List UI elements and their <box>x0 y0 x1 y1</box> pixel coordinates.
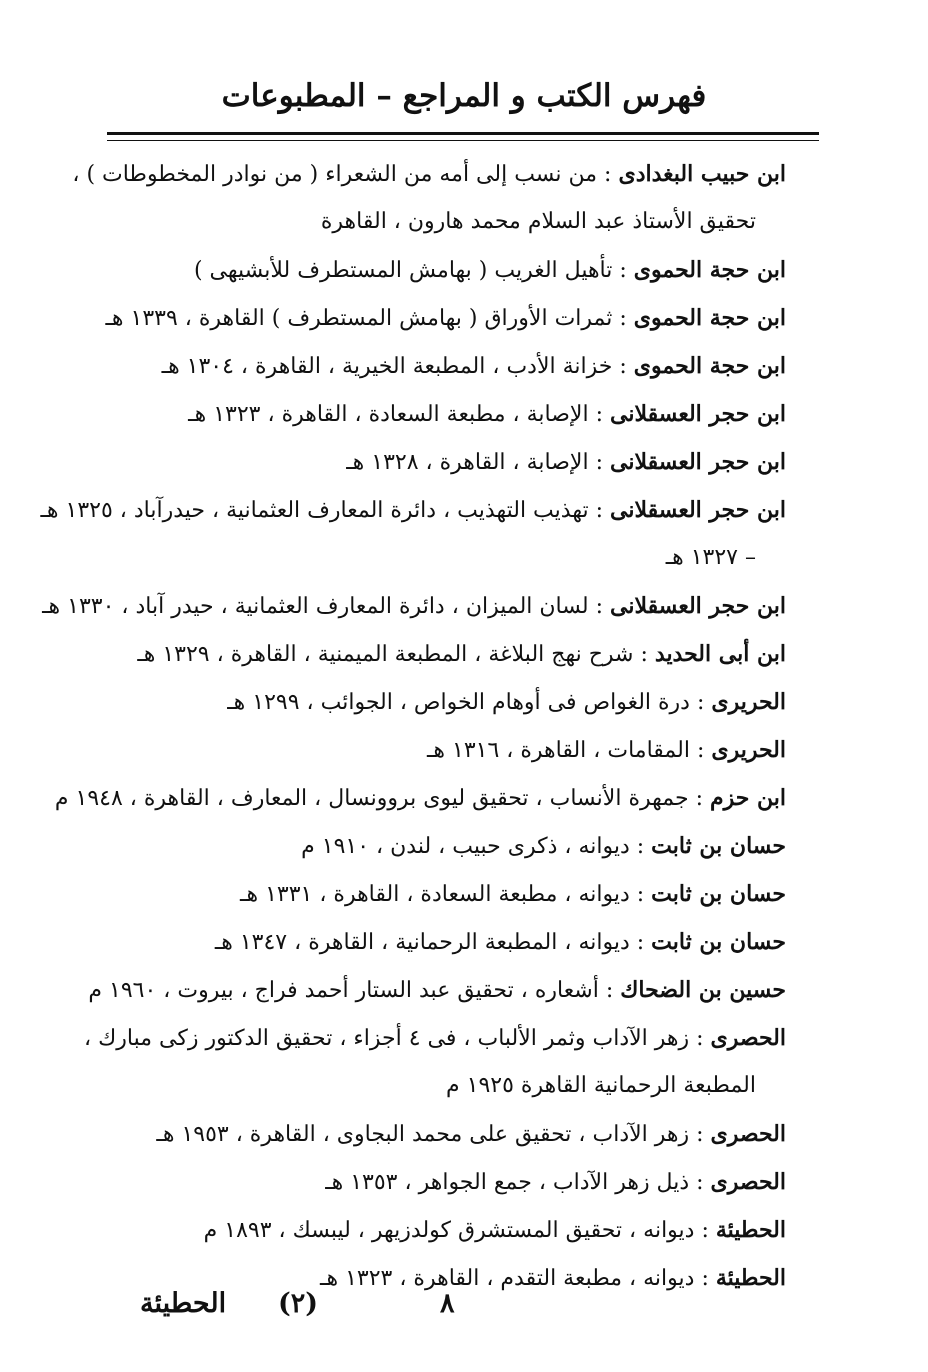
bibliography-line <box>118 342 786 390</box>
signature-mark: (٢) <box>278 1288 319 1319</box>
entry-text: : أشعاره ، تحقيق عبد الستار أحمد فراج ، بيروت ، ١٩٦٠ م <box>88 978 621 1003</box>
entry-text: : الإصابة ، مطبعة السعادة ، القاهرة ، ١٣٢٣ هـ <box>188 402 610 427</box>
entry-text: : ديوانه ، المطبعة الرحمانية ، القاهرة ، ١٣٤٧ هـ <box>214 930 652 955</box>
entry-author: ابن حجر العسقلانى <box>609 593 786 619</box>
bibliography-line <box>42 582 786 630</box>
entry-text: : الإصابة ، القاهرة ، ١٣٢٨ هـ <box>346 450 610 475</box>
entry-author: الحريرى <box>711 689 786 715</box>
entry-author: الحصرى <box>710 1169 786 1195</box>
entry-text: : ديوانه ، مطبعة السعادة ، القاهرة ، ١٣٣١ هـ <box>240 882 652 907</box>
bibliography-line <box>118 1206 786 1254</box>
bibliography-line <box>118 438 786 486</box>
entry-author: ابن حجة الحموى <box>633 305 786 331</box>
bibliography-line <box>118 1110 786 1158</box>
bibliography-line <box>118 678 786 726</box>
entry-author: ابن حجر العسقلانى <box>609 497 786 523</box>
bibliography-line <box>118 390 786 438</box>
bibliography-line <box>118 246 786 294</box>
entry-text: : شرح نهج البلاغة ، المطبعة الميمنية ، القاهرة ، ١٣٢٩ هـ <box>137 642 655 667</box>
entry-author: حسان بن ثابت <box>651 881 786 907</box>
entry-text: : تأهيل الغريب ( بهامش المستطرف للأبشيهى ) <box>193 258 634 283</box>
page-title: فهرس الكتب و المراجع – المطبوعات <box>221 78 707 114</box>
entry-author: الحطيئة <box>715 1265 786 1291</box>
header-rule-thick <box>107 132 819 135</box>
entry-author: ابن حجر العسقلانى <box>609 449 786 475</box>
entry-text: : خزانة الأدب ، المطبعة الخيرية ، القاهرة ، ١٣٠٤ هـ <box>161 354 634 379</box>
entry-author: ابن حجة الحموى <box>633 353 786 379</box>
entry-text: : زهر الآداب وثمر الألباب ، فى ٤ أجزاء ، تحقيق الدكتور زكى مبارك ، <box>84 1026 711 1051</box>
catchword: الحطيئة <box>140 1288 227 1319</box>
bibliography-line <box>72 150 786 198</box>
bibliography-list <box>40 150 786 1302</box>
bibliography-line <box>118 1062 786 1110</box>
bibliography-line <box>118 534 786 582</box>
bibliography-line <box>54 774 786 822</box>
entry-text: : جمهرة الأنساب ، تحقيق ليوى بروونسال ، المعارف ، القاهرة ، ١٩٤٨ م <box>54 786 710 811</box>
entry-text: المطبعة الرحمانية القاهرة ١٩٢٥ م <box>446 1073 756 1098</box>
bibliography-line <box>118 822 786 870</box>
entry-author: الحطيئة <box>715 1217 786 1243</box>
bibliography-line <box>118 1158 786 1206</box>
entry-text: : من نسب إلى أمه من الشعراء ( من نوادر المخطوطات ) ، <box>72 162 619 187</box>
header-rule-thin <box>107 140 819 141</box>
entry-text: تحقيق الأستاذ عبد السلام محمد هارون ، القاهرة <box>320 209 756 234</box>
entry-author: الحصرى <box>710 1121 786 1147</box>
bibliography-line <box>118 870 786 918</box>
entry-author: ابن حجر العسقلانى <box>609 401 786 427</box>
entry-author: الحصرى <box>710 1025 786 1051</box>
entry-text: : درة الغواص فى أوهام الخواص ، الجوائب ، ١٢٩٩ هـ <box>227 690 712 715</box>
entry-author: ابن حجة الحموى <box>633 257 786 283</box>
entry-text: : زهر الآداب ، تحقيق على محمد البجاوى ، القاهرة ، ١٩٥٣ هـ <box>156 1122 711 1147</box>
bibliography-line <box>105 294 786 342</box>
bibliography-line <box>88 966 786 1014</box>
entry-text: : ديوانه ، تحقيق المستشرق كولدزيهر ، ليبسك ، ١٨٩٣ م <box>203 1218 716 1243</box>
entry-author: حسين بن الضحاك <box>620 977 786 1003</box>
entry-author: ابن حبيب البغدادى <box>618 161 786 187</box>
bibliography-line <box>118 726 786 774</box>
bibliography-line <box>118 918 786 966</box>
bibliography-line <box>118 198 786 246</box>
page-footer <box>0 1288 928 1328</box>
entry-text: : ديوانه ، ذكرى حبيب ، لندن ، ١٩١٠ م <box>301 834 652 859</box>
entry-author: الحريرى <box>711 737 786 763</box>
entry-text: : ديوانه ، مطبعة التقدم ، القاهرة ، ١٣٢٣ هـ <box>320 1266 716 1291</box>
page-number: ٨ <box>440 1288 455 1319</box>
entry-author: حسان بن ثابت <box>651 929 786 955</box>
entry-text: – ١٣٢٧ هـ <box>665 545 756 570</box>
entry-author: ابن حزم <box>709 785 786 811</box>
bibliography-line <box>118 630 786 678</box>
bibliography-line <box>84 1014 786 1062</box>
entry-text: : ثمرات الأوراق ( بهامش المستطرف ) القاهرة ، ١٣٣٩ هـ <box>105 306 634 331</box>
entry-author: ابن أبى الحديد <box>654 641 786 667</box>
bibliography-line <box>40 486 786 534</box>
entry-text: : لسان الميزان ، دائرة المعارف العثمانية ، حيدر آباد ، ١٣٣٠ هـ <box>42 594 610 619</box>
entry-author: حسان بن ثابت <box>651 833 786 859</box>
entry-text: : تهذيب التهذيب ، دائرة المعارف العثمانية ، حيدرآباد ، ١٣٢٥ هـ <box>40 498 610 523</box>
entry-text: : ذيل زهر الآداب ، جمع الجواهر ، ١٣٥٣ هـ <box>325 1170 711 1195</box>
entry-text: : المقامات ، القاهرة ، ١٣١٦ هـ <box>426 738 712 763</box>
